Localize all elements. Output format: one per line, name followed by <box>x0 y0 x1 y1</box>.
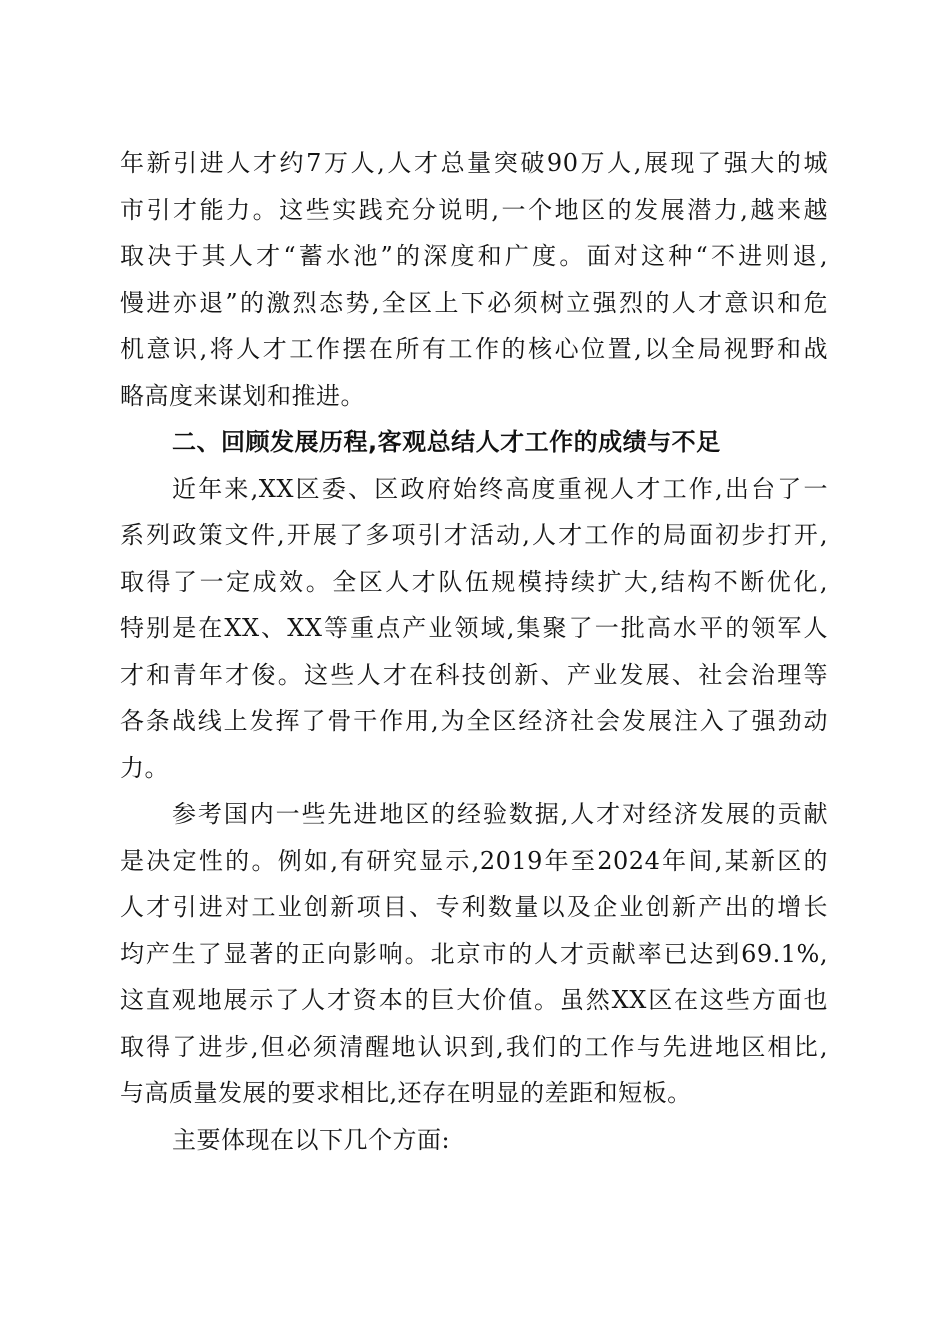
text-line: 特别是在XX、XX等重点产业领域,集聚了一批高水平的领军人 <box>120 614 828 642</box>
text-line: 慢进亦退”的激烈态势,全区上下必须树立强烈的人才意识和危 <box>120 288 828 317</box>
text-line: 取得了一定成效。全区人才队伍规模持续扩大,结构不断优化, <box>120 567 828 596</box>
text-line: 取得了进步,但必须清醒地认识到,我们的工作与先进地区相比, <box>120 1032 828 1061</box>
text-line: 近年来,XX区委、区政府始终高度重视人才工作,出台了一 <box>172 474 828 503</box>
paragraph <box>120 1117 828 1164</box>
paragraph <box>120 791 828 1117</box>
text-line: 系列政策文件,开展了多项引才活动,人才工作的局面初步打开, <box>120 521 828 549</box>
paragraph <box>120 466 828 792</box>
section-heading: 二、回顾发展历程,客观总结人才工作的成绩与不足 <box>172 428 721 456</box>
text-line: 市引才能力。这些实践充分说明,一个地区的发展潜力,越来越 <box>120 195 828 224</box>
text-line: 人才引进对工业创新项目、专利数量以及企业创新产出的增长 <box>120 893 828 921</box>
text-line: 力。 <box>120 753 169 782</box>
text-line: 主要体现在以下几个方面: <box>172 1125 451 1154</box>
text-line: 略高度来谋划和推进。 <box>120 381 365 410</box>
paragraph <box>120 140 828 419</box>
text-line: 才和青年才俊。这些人才在科技创新、产业发展、社会治理等 <box>120 660 828 689</box>
text-line: 这直观地展示了人才资本的巨大价值。虽然XX区在这些方面也 <box>120 986 828 1014</box>
text-line: 机意识,将人才工作摆在所有工作的核心位置,以全局视野和战 <box>120 335 828 363</box>
text-line: 取决于其人才“蓄水池”的深度和广度。面对这种“不进则退, <box>120 242 828 270</box>
text-line: 均产生了显著的正向影响。北京市的人才贡献率已达到69.1%, <box>120 939 828 968</box>
text-line: 与高质量发展的要求相比,还存在明显的差距和短板。 <box>120 1079 692 1107</box>
text-line: 参考国内一些先进地区的经验数据,人才对经济发展的贡献 <box>172 800 828 828</box>
document-body <box>120 140 828 1163</box>
text-line: 年新引进人才约7万人,人才总量突破90万人,展现了强大的城 <box>120 149 828 177</box>
text-line: 各条战线上发挥了骨干作用,为全区经济社会发展注入了强劲动 <box>120 707 828 735</box>
text-line: 是决定性的。例如,有研究显示,2019年至2024年间,某新区的 <box>120 846 828 875</box>
